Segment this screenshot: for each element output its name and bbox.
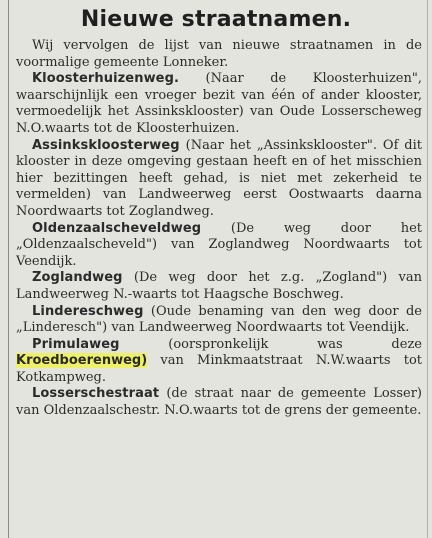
street-entry-oldenzaalscheveldweg — [16, 221, 422, 271]
street-name: Zoglandweg — [32, 270, 123, 286]
street-name: Losserschestraat — [32, 386, 160, 402]
street-entry-primulaweg — [16, 337, 422, 387]
column-divider-right — [427, 0, 428, 538]
street-entry-assinkskloosterweg — [16, 138, 422, 221]
street-description: (oorspronkelijk was deze — [119, 336, 422, 352]
street-entry-kloosterhuizenweg — [16, 71, 422, 137]
street-description: (de straat naar de gemeente Losser) van Oldenzaalschestr. N.O.waarts tot de grens der gemeente. — [16, 386, 422, 419]
street-entry-zoglandweg — [16, 270, 422, 303]
street-name: Kloosterhuizenweg. — [32, 71, 180, 87]
article-body — [16, 38, 422, 420]
highlighted-old-name: Kroedboerenweg) — [16, 353, 148, 369]
street-name: Oldenzaalscheveldweg — [32, 220, 202, 236]
street-description: (De weg door het „Oldenzaalscheveld") van Zoglandweg Noordwaarts tot Veendijk. — [16, 220, 422, 269]
column-divider-left — [8, 0, 9, 538]
street-entry-lindereschweg — [16, 304, 422, 337]
street-description: (Naar het „Assinksklooster". Of dit klooster in deze omgeving gestaan heeft en of het misschien hier bezittingen heeft gehad, is niet met zekerheid te vermelden) van Landweerweg eerst Oostwaarts daarna Noordwaarts tot Zoglandweg. — [16, 137, 422, 219]
article-title: Nieuwe straatnamen. — [80, 7, 352, 32]
article-intro: Wij vervolgen de lijst van nieuwe straatnamen in de voormalige gemeente Lonneker. — [16, 38, 422, 70]
street-entry-losserschestraat — [16, 386, 422, 419]
street-name: Lindereschweg — [32, 303, 144, 319]
street-description: (De weg door het z.g. „Zogland") van Landweerweg N.-waarts tot Haagsche Boschweg. — [16, 270, 422, 302]
street-name: Primulaweg — [32, 336, 120, 352]
street-description-cont: van Minkmaatstraat N.W.waarts tot Kotkampweg. — [16, 353, 422, 385]
street-name: Assinkskloosterweg — [32, 137, 180, 153]
street-description: (Naar de Kloosterhuizen", waarschijnlijk een vroeger bezit van één of ander klooster, vermoedelijk het Assinksklooster) van Oude Losserscheweg N.O.waarts tot de Kloosterhuizen. — [16, 71, 422, 136]
street-description: (Oude benaming van den weg door de „Linderesch") van Landweerweg Noordwaarts tot Veendijk. — [16, 303, 422, 336]
